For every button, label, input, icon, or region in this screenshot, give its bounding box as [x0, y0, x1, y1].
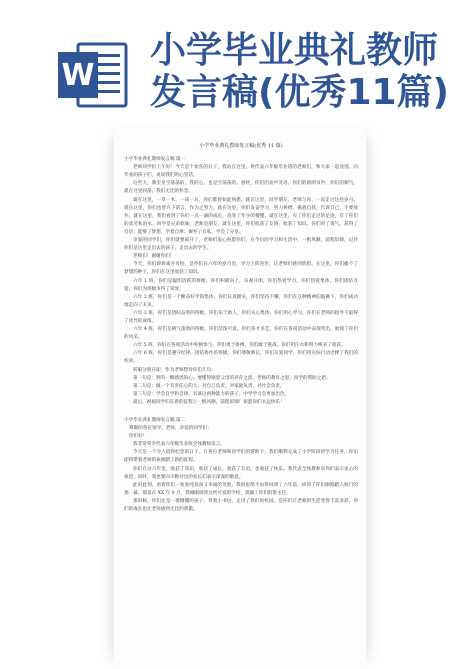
paragraph: 第二句是：做一个有责任心的人，对自己负责，对家庭负责，对社会负责。 — [133, 383, 285, 389]
document-page — [114, 128, 366, 669]
section-2-body — [124, 441, 358, 514]
paragraph: 老师们！谢谢你们！ — [133, 254, 175, 260]
paragraph: 你们在这六年里，收获了知识，收获了成长，收获了友谊，也收获了快乐。我代表全体教师向你们表示衷心的祝贺，同时，我也要向辛勤付出的家长们表示深深的敬意。 — [124, 466, 358, 480]
paragraph: 亲爱的同学们，你们就要离开了，老师们衷心祝愿你们，在今后的学习和生活中，一帆风顺，前程似锦，记住你们是这里走出去的孩子，走出去的学生。 — [124, 238, 358, 252]
word-document-icon — [58, 38, 128, 112]
paragraph: 六年 3 班，你们是团结奋进的班级，你们乐于助人，你们关心集体，你们用心学习，你们在老师的指导下取得了优异的成绩。 — [124, 310, 358, 324]
paragraph: 这些天，教室里空荡荡的，我的心，也是空荡荡的。曾经，你们的欢声笑语，你们的朗朗书声，你们的朝气，就在这里回荡，我们无比的怀念。 — [124, 181, 358, 195]
paragraph: 六年 5 班，你们在各项活动中积极参与，你们勇于拼搏，你们敢于挑战，你们用汗水和努力换来了收获。 — [133, 343, 346, 349]
paragraph: 今天是一个令人值得纪念的日子，在各位老师和同学们的帮助下，我们顺利完成了小学阶段的学习任务，你们即将带着老师的祝福踏上新的征程。 — [124, 450, 358, 464]
paragraph: 转眼分别在即，作为老师想对你们几句： — [133, 367, 216, 373]
section-heading: 小学毕业典礼教师发言稿 篇一 — [124, 157, 186, 163]
paragraph: 六年 6 班，你们是遵守纪律、团结协作的班级，你们尊敬师长，你们友爱同学，你们用实际行动诠释了我们的校训。 — [124, 351, 358, 365]
section-heading: 小学毕业典礼教师发言稿 篇二 — [124, 418, 186, 423]
paragraph: 你们好！ — [129, 434, 148, 440]
background-left — [0, 128, 114, 669]
paragraph: 那时候，你们还是一群懵懂的孩子，背着小书包，走进了我们的校园。是你们让老师的生活变得丰富多彩，你们的成长也让老师感到无比的骄傲。 — [124, 498, 358, 513]
paragraph: 就在这里，一草一木，一砖一瓦，你们都曾如此熟悉。就在这里，同学朋友，老师与你，一起走过这些岁月。就在这里，你们也曾许下诺言，作为之努力。就在这里，你们发奋学习，努力拼搏，挑战自我，告诉自己，不要放弃。就在这里，我们看到了你们一点一滴的成长，改变了年少的懵懂。就在这里，有了你们走过的足迹，有了你们的欢笑和泪水。同学是兄弟姐妹，老师是朋友，就在这里，你们收获了友情，收获了知识。你们用了勇气，获得了自信；能够了梦想，学着自律；摒弃了自私，学会了分享。 — [124, 197, 358, 235]
spacer — [124, 407, 358, 413]
paragraph: 老师同学们上午好！今天是个欢喜的日子，我站在这里，将代表六年级毕业班的老师们，和大家一起送别，向毕业的孩子们，说说我们的心里话。 — [124, 165, 358, 179]
paragraph: 此时此刻，看着你们一张张纯真而又幸福的笑脸，我的思绪不由得回到了六年前，回到了你们刚刚踏入校门的那一幕。那是在 XX 年 9 月，我刚刚调到这所可爱的学校，就做了你们的班主任。 — [124, 482, 358, 496]
paragraph: 最后，祝福同学们在新的征程上一帆风顺，前程似锦！祝愿你们永远快乐！ — [133, 399, 285, 405]
title-line-1: 小学毕业典礼教师 — [150, 30, 439, 71]
paragraph: 第三句是：学会自学和自律，具备这两种能力的孩子，中学学习会更加出色。 — [133, 391, 290, 397]
paragraph: 六年 2 班，你们是一个勤奋好学的集体，你们认真踏实，你们坚持不懈，你们在这种精神的鼓舞下，你们成功地走向了未来。 — [124, 294, 358, 308]
paragraph: 六年 4 班，你们是朝气蓬勃的班级，你们活泼可爱，你们多才多艺，你们在各项活动中表现突出，展现了你们的风采。 — [124, 327, 358, 341]
page-title — [150, 30, 470, 114]
document-title: 小学毕业典礼教师发言稿(优秀 11 篇) — [199, 143, 283, 149]
paragraph: 我非常荣幸代表六年级毕业班全体教师发言。 — [133, 442, 225, 448]
paragraph: 今天，你们即将离开母校，是你们在六年的岁月里，学习上的进步，让老师们感到欣慰。在这里，你们播下了梦想的种子，你们在这里收获了知识。 — [124, 262, 358, 276]
svg-text:W: W — [61, 58, 95, 93]
section-1-body — [124, 164, 358, 261]
background-right — [366, 128, 474, 669]
paragraph: 第一句是：拥有一颗感恩的心。要懂得感恩父母的养育之恩，老师的教育之恩，同学的帮助之恩。 — [133, 375, 331, 381]
paragraph: 六年 1 班，你们是聪明活跃的班级，你们积极向上，乐观开朗，你们热爱学习，你们热爱集体，你们团结友爱，你们为班级争得了荣誉。 — [124, 278, 358, 292]
title-line-2: 发言稿(优秀11篇) — [150, 72, 450, 113]
section-1-more — [124, 261, 358, 407]
section-2-greeting — [124, 425, 358, 441]
header-banner — [0, 0, 474, 128]
paragraph: 尊敬的各位领导、老师，亲爱的同学们： — [129, 426, 212, 432]
